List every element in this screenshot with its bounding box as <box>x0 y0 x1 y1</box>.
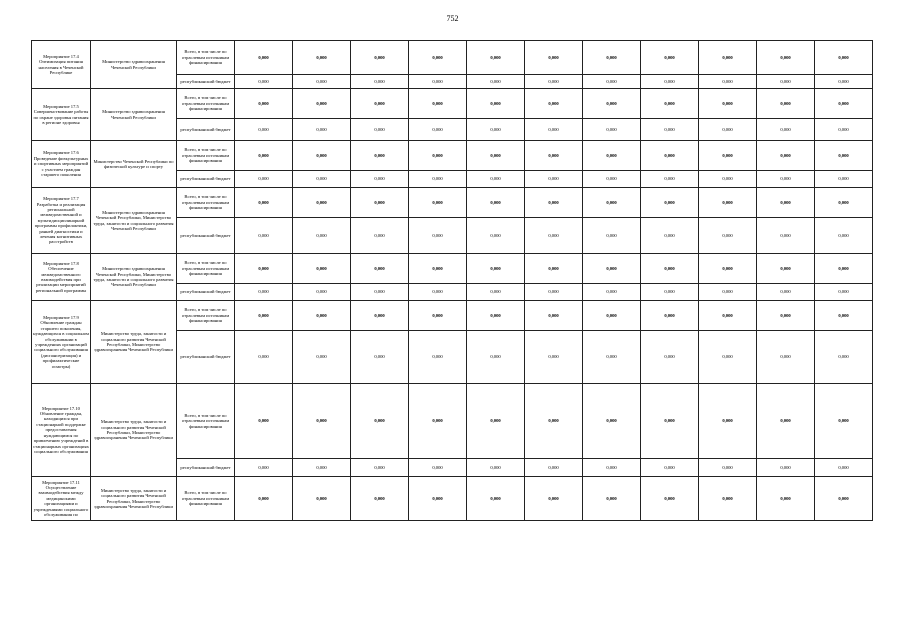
amount-cell: 0,000 <box>815 89 873 119</box>
amount-cell: 0,000 <box>815 141 873 171</box>
amount-cell: 0,000 <box>467 218 525 254</box>
amount-cell: 0,000 <box>699 254 757 284</box>
table-row <box>32 188 873 218</box>
amount-cell: 0,000 <box>467 384 525 459</box>
amount-cell: 0,000 <box>293 119 351 141</box>
executor-cell: Министерство здравоохранения Чеченской Республики <box>91 41 177 89</box>
amount-cell: 0,000 <box>815 284 873 301</box>
table-row <box>32 301 873 331</box>
amount-cell: 0,000 <box>467 284 525 301</box>
amount-cell: 0,000 <box>699 75 757 89</box>
amount-cell: 0,000 <box>641 459 699 477</box>
amount-cell: 0,000 <box>235 284 293 301</box>
activity-cell: Мероприятие 17.10 Обновление граждан, находящихся при стационарной поддержке предоставления нуждающимся по привлечению учреждений в стационарных организациях социального обслуживания <box>32 384 91 477</box>
amount-cell: 0,000 <box>351 331 409 384</box>
funding-source-cell: Всего, в том числе по отраслевым источникам финансирования <box>177 477 235 521</box>
funding-source-cell: Всего, в том числе по отраслевым источникам финансирования <box>177 41 235 75</box>
amount-cell: 0,000 <box>525 284 583 301</box>
amount-cell: 0,000 <box>467 254 525 284</box>
amount-cell: 0,000 <box>235 75 293 89</box>
amount-cell: 0,000 <box>409 477 467 521</box>
amount-cell: 0,000 <box>235 301 293 331</box>
amount-cell: 0,000 <box>815 331 873 384</box>
amount-cell: 0,000 <box>583 171 641 188</box>
executor-cell: Министерство труда, занятости и социального развития Чеченской Республики, Министерство здравоохранения Чеченской Республики <box>91 301 177 384</box>
amount-cell: 0,000 <box>525 119 583 141</box>
amount-cell: 0,000 <box>409 141 467 171</box>
amount-cell: 0,000 <box>757 284 815 301</box>
amount-cell: 0,000 <box>409 284 467 301</box>
activity-cell: Мероприятие 17.4 Оптимизация питания населения в Чеченской Республике <box>32 41 91 89</box>
amount-cell: 0,000 <box>641 384 699 459</box>
amount-cell: 0,000 <box>641 218 699 254</box>
amount-cell: 0,000 <box>815 41 873 75</box>
amount-cell: 0,000 <box>293 331 351 384</box>
amount-cell: 0,000 <box>293 254 351 284</box>
amount-cell: 0,000 <box>467 119 525 141</box>
amount-cell: 0,000 <box>699 119 757 141</box>
activity-cell: Мероприятие 17.11 Осуществление взаимодействия между медицинскими организациями и учреждениями социального обслуживания по <box>32 477 91 521</box>
amount-cell: 0,000 <box>467 301 525 331</box>
executor-cell: Министерство труда, занятости и социального развития Чеченской Республики, Министерство здравоохранения Чеченской Республики <box>91 477 177 521</box>
amount-cell: 0,000 <box>467 41 525 75</box>
amount-cell: 0,000 <box>815 119 873 141</box>
table-row <box>32 254 873 284</box>
funding-source-cell: Всего, в том числе по отраслевым источникам финансирования <box>177 301 235 331</box>
table-row <box>32 477 873 521</box>
amount-cell: 0,000 <box>699 218 757 254</box>
amount-cell: 0,000 <box>409 459 467 477</box>
amount-cell: 0,000 <box>409 75 467 89</box>
amount-cell: 0,000 <box>293 384 351 459</box>
amount-cell: 0,000 <box>293 459 351 477</box>
amount-cell: 0,000 <box>235 218 293 254</box>
amount-cell: 0,000 <box>235 171 293 188</box>
amount-cell: 0,000 <box>583 301 641 331</box>
amount-cell: 0,000 <box>293 75 351 89</box>
amount-cell: 0,000 <box>525 331 583 384</box>
amount-cell: 0,000 <box>409 331 467 384</box>
amount-cell: 0,000 <box>699 384 757 459</box>
funding-source-cell: Всего, в том числе по отраслевым источникам финансирования <box>177 188 235 218</box>
amount-cell: 0,000 <box>351 75 409 89</box>
amount-cell: 0,000 <box>641 188 699 218</box>
amount-cell: 0,000 <box>235 89 293 119</box>
amount-cell: 0,000 <box>583 384 641 459</box>
budget-table <box>31 40 873 521</box>
amount-cell: 0,000 <box>815 384 873 459</box>
amount-cell: 0,000 <box>583 119 641 141</box>
amount-cell: 0,000 <box>757 188 815 218</box>
table-row <box>32 89 873 119</box>
funding-source-cell: республиканский бюджет <box>177 218 235 254</box>
amount-cell: 0,000 <box>409 89 467 119</box>
amount-cell: 0,000 <box>351 188 409 218</box>
amount-cell: 0,000 <box>351 41 409 75</box>
amount-cell: 0,000 <box>409 301 467 331</box>
amount-cell: 0,000 <box>235 477 293 521</box>
amount-cell: 0,000 <box>293 41 351 75</box>
amount-cell: 0,000 <box>815 254 873 284</box>
amount-cell: 0,000 <box>757 89 815 119</box>
amount-cell: 0,000 <box>351 119 409 141</box>
amount-cell: 0,000 <box>757 477 815 521</box>
amount-cell: 0,000 <box>583 75 641 89</box>
amount-cell: 0,000 <box>293 141 351 171</box>
amount-cell: 0,000 <box>467 477 525 521</box>
amount-cell: 0,000 <box>583 141 641 171</box>
amount-cell: 0,000 <box>641 301 699 331</box>
executor-cell: Министерство здравоохранения Чеченской Республики, Министерство труда, занятости и социального развития Чеченской Республики <box>91 188 177 254</box>
funding-source-cell: республиканский бюджет <box>177 171 235 188</box>
amount-cell: 0,000 <box>235 384 293 459</box>
funding-source-cell: Всего, в том числе по отраслевым источникам финансирования <box>177 141 235 171</box>
amount-cell: 0,000 <box>351 384 409 459</box>
amount-cell: 0,000 <box>293 89 351 119</box>
amount-cell: 0,000 <box>467 75 525 89</box>
amount-cell: 0,000 <box>757 218 815 254</box>
activity-cell: Мероприятие 17.5 Совершенствование работы по охране здоровья питания в регионе здоровья <box>32 89 91 141</box>
amount-cell: 0,000 <box>351 301 409 331</box>
amount-cell: 0,000 <box>525 254 583 284</box>
amount-cell: 0,000 <box>757 459 815 477</box>
amount-cell: 0,000 <box>293 188 351 218</box>
amount-cell: 0,000 <box>467 459 525 477</box>
amount-cell: 0,000 <box>351 89 409 119</box>
amount-cell: 0,000 <box>351 254 409 284</box>
amount-cell: 0,000 <box>235 188 293 218</box>
amount-cell: 0,000 <box>467 141 525 171</box>
amount-cell: 0,000 <box>583 477 641 521</box>
executor-cell: Министерство здравоохранения Чеченской Республики, Министерство труда, занятости и социального развития Чеченской Республики <box>91 254 177 301</box>
amount-cell: 0,000 <box>757 41 815 75</box>
amount-cell: 0,000 <box>409 218 467 254</box>
amount-cell: 0,000 <box>699 284 757 301</box>
amount-cell: 0,000 <box>757 141 815 171</box>
amount-cell: 0,000 <box>641 41 699 75</box>
amount-cell: 0,000 <box>409 188 467 218</box>
amount-cell: 0,000 <box>525 75 583 89</box>
amount-cell: 0,000 <box>293 171 351 188</box>
amount-cell: 0,000 <box>351 171 409 188</box>
amount-cell: 0,000 <box>467 188 525 218</box>
amount-cell: 0,000 <box>235 141 293 171</box>
funding-source-cell: Всего, в том числе по отраслевым источникам финансирования <box>177 254 235 284</box>
amount-cell: 0,000 <box>525 171 583 188</box>
amount-cell: 0,000 <box>351 477 409 521</box>
amount-cell: 0,000 <box>235 331 293 384</box>
funding-source-cell: республиканский бюджет <box>177 75 235 89</box>
amount-cell: 0,000 <box>525 459 583 477</box>
amount-cell: 0,000 <box>641 477 699 521</box>
amount-cell: 0,000 <box>757 119 815 141</box>
amount-cell: 0,000 <box>699 89 757 119</box>
amount-cell: 0,000 <box>699 331 757 384</box>
amount-cell: 0,000 <box>641 141 699 171</box>
amount-cell: 0,000 <box>757 301 815 331</box>
amount-cell: 0,000 <box>409 119 467 141</box>
funding-source-cell: республиканский бюджет <box>177 459 235 477</box>
amount-cell: 0,000 <box>351 459 409 477</box>
amount-cell: 0,000 <box>409 41 467 75</box>
amount-cell: 0,000 <box>699 171 757 188</box>
amount-cell: 0,000 <box>525 41 583 75</box>
activity-cell: Мероприятие 17.8 Обеспечение межведомственного взаимодействия при реализации мероприятий региональной программы <box>32 254 91 301</box>
amount-cell: 0,000 <box>583 459 641 477</box>
amount-cell: 0,000 <box>525 218 583 254</box>
amount-cell: 0,000 <box>815 188 873 218</box>
amount-cell: 0,000 <box>467 171 525 188</box>
amount-cell: 0,000 <box>351 218 409 254</box>
amount-cell: 0,000 <box>641 119 699 141</box>
amount-cell: 0,000 <box>235 459 293 477</box>
amount-cell: 0,000 <box>641 171 699 188</box>
amount-cell: 0,000 <box>293 218 351 254</box>
amount-cell: 0,000 <box>583 284 641 301</box>
amount-cell: 0,000 <box>235 254 293 284</box>
amount-cell: 0,000 <box>815 459 873 477</box>
amount-cell: 0,000 <box>699 188 757 218</box>
amount-cell: 0,000 <box>467 331 525 384</box>
funding-source-cell: Всего, в том числе по отраслевым источникам финансирования <box>177 89 235 119</box>
amount-cell: 0,000 <box>699 459 757 477</box>
funding-source-cell: Всего, в том числе по отраслевым источникам финансирования <box>177 384 235 459</box>
amount-cell: 0,000 <box>815 301 873 331</box>
amount-cell: 0,000 <box>583 331 641 384</box>
amount-cell: 0,000 <box>757 171 815 188</box>
funding-source-cell: республиканский бюджет <box>177 284 235 301</box>
amount-cell: 0,000 <box>641 331 699 384</box>
amount-cell: 0,000 <box>409 254 467 284</box>
amount-cell: 0,000 <box>815 75 873 89</box>
table-row <box>32 41 873 75</box>
activity-cell: Мероприятие 17.6 Проведение физкультурных и спортивных мероприятий с участием граждан старшего поколения <box>32 141 91 188</box>
amount-cell: 0,000 <box>641 254 699 284</box>
amount-cell: 0,000 <box>757 384 815 459</box>
amount-cell: 0,000 <box>641 75 699 89</box>
amount-cell: 0,000 <box>293 477 351 521</box>
amount-cell: 0,000 <box>583 41 641 75</box>
amount-cell: 0,000 <box>815 171 873 188</box>
amount-cell: 0,000 <box>699 41 757 75</box>
table-row <box>32 384 873 459</box>
funding-source-cell: республиканский бюджет <box>177 331 235 384</box>
amount-cell: 0,000 <box>699 141 757 171</box>
amount-cell: 0,000 <box>409 171 467 188</box>
amount-cell: 0,000 <box>815 218 873 254</box>
amount-cell: 0,000 <box>525 141 583 171</box>
amount-cell: 0,000 <box>293 301 351 331</box>
executor-cell: Министерство Чеченской Республики по физической культуре и спорту <box>91 141 177 188</box>
funding-source-cell: республиканский бюджет <box>177 119 235 141</box>
amount-cell: 0,000 <box>351 141 409 171</box>
amount-cell: 0,000 <box>525 477 583 521</box>
amount-cell: 0,000 <box>641 89 699 119</box>
executor-cell: Министерство труда, занятости и социального развития Чеченской Республики, Министерство здравоохранения Чеченской Республики <box>91 384 177 477</box>
amount-cell: 0,000 <box>583 188 641 218</box>
amount-cell: 0,000 <box>525 89 583 119</box>
amount-cell: 0,000 <box>525 188 583 218</box>
amount-cell: 0,000 <box>583 218 641 254</box>
amount-cell: 0,000 <box>583 89 641 119</box>
page-number: 752 <box>446 14 459 23</box>
executor-cell: Министерство здравоохранения Чеченской Республики <box>91 89 177 141</box>
amount-cell: 0,000 <box>293 284 351 301</box>
amount-cell: 0,000 <box>409 384 467 459</box>
amount-cell: 0,000 <box>525 301 583 331</box>
amount-cell: 0,000 <box>235 119 293 141</box>
amount-cell: 0,000 <box>641 284 699 301</box>
amount-cell: 0,000 <box>757 75 815 89</box>
table-row <box>32 141 873 171</box>
amount-cell: 0,000 <box>815 477 873 521</box>
activity-cell: Мероприятие 17.7 Разработка и реализация региональной межведомственной и мультидисциплинарной программы профилактики, ранней диагностики и лечения когнитивных расстройств <box>32 188 91 254</box>
amount-cell: 0,000 <box>235 41 293 75</box>
amount-cell: 0,000 <box>583 254 641 284</box>
amount-cell: 0,000 <box>525 384 583 459</box>
amount-cell: 0,000 <box>699 477 757 521</box>
amount-cell: 0,000 <box>467 89 525 119</box>
amount-cell: 0,000 <box>757 254 815 284</box>
amount-cell: 0,000 <box>757 331 815 384</box>
activity-cell: Мероприятие 17.9 Обновление граждан старшего поколения, нуждающихся в социальном обслуживании в учреждениях организаций социального обслуживания (диспансеризация) и профилактические осмотры) <box>32 301 91 384</box>
amount-cell: 0,000 <box>351 284 409 301</box>
amount-cell: 0,000 <box>699 301 757 331</box>
